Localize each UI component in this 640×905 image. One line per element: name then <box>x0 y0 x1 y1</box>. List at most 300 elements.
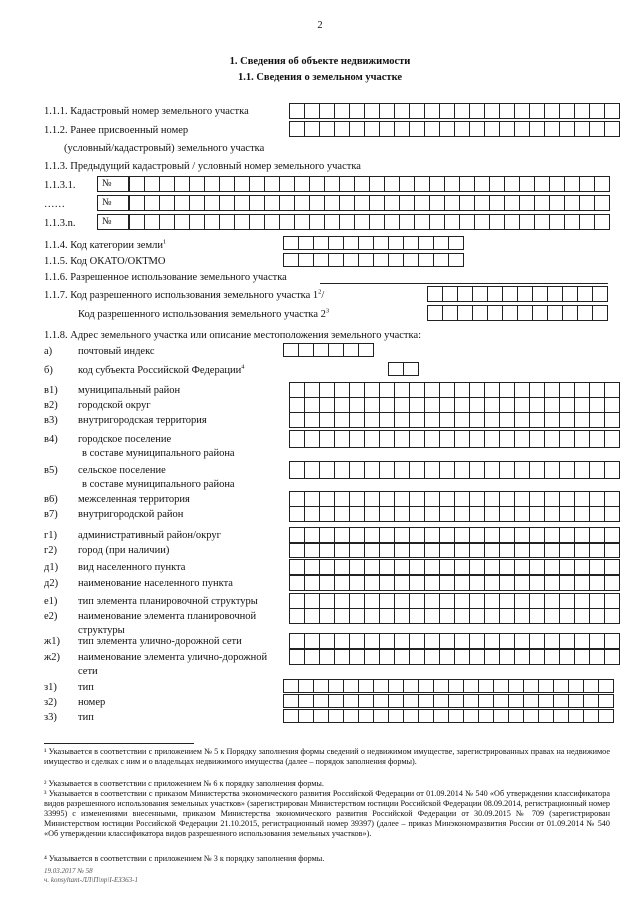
input-cell[interactable] <box>335 461 350 479</box>
input-cell[interactable] <box>455 382 470 398</box>
input-cell[interactable] <box>530 506 545 522</box>
input-cell[interactable] <box>340 214 355 230</box>
input-cell[interactable] <box>340 176 355 192</box>
input-cell[interactable] <box>500 575 515 591</box>
use-code-1-cells[interactable] <box>427 286 608 302</box>
input-cell[interactable] <box>595 214 610 230</box>
input-cell[interactable] <box>220 176 235 192</box>
input-cell[interactable] <box>515 542 530 558</box>
input-cell[interactable] <box>530 103 545 119</box>
cadastral-number-cells[interactable] <box>289 103 620 119</box>
input-cell[interactable] <box>320 608 335 624</box>
input-cell[interactable] <box>500 542 515 558</box>
input-cell[interactable] <box>590 103 605 119</box>
input-cell[interactable] <box>365 542 380 558</box>
input-cell[interactable] <box>515 430 530 448</box>
input-cell[interactable] <box>605 506 620 522</box>
input-cell[interactable] <box>160 195 175 211</box>
input-cell[interactable] <box>350 461 365 479</box>
input-cell[interactable] <box>445 214 460 230</box>
input-cell[interactable] <box>425 559 440 575</box>
input-cell[interactable] <box>265 176 280 192</box>
input-cell[interactable] <box>415 195 430 211</box>
input-cell[interactable] <box>425 397 440 413</box>
input-cell[interactable] <box>395 103 410 119</box>
input-cell[interactable] <box>400 214 415 230</box>
input-cell[interactable] <box>428 286 443 302</box>
input-cell[interactable] <box>325 214 340 230</box>
input-cell[interactable] <box>440 430 455 448</box>
input-cell[interactable] <box>335 121 350 137</box>
input-cell[interactable] <box>220 195 235 211</box>
input-cell[interactable] <box>500 382 515 398</box>
input-cell[interactable] <box>310 176 325 192</box>
input-cell[interactable] <box>449 709 464 723</box>
input-cell[interactable] <box>290 593 305 609</box>
input-cell[interactable] <box>220 214 235 230</box>
input-cell[interactable] <box>590 430 605 448</box>
input-cell[interactable] <box>335 593 350 609</box>
input-cell[interactable] <box>434 694 449 708</box>
input-cell[interactable] <box>560 649 575 665</box>
input-cell[interactable] <box>578 305 593 321</box>
input-cell[interactable] <box>370 214 385 230</box>
prior-number-2-cells[interactable] <box>129 195 610 211</box>
input-cell[interactable] <box>599 679 614 693</box>
input-cell[interactable] <box>440 103 455 119</box>
input-cell[interactable] <box>329 694 344 708</box>
input-cell[interactable] <box>445 195 460 211</box>
input-cell[interactable] <box>350 575 365 591</box>
input-cell[interactable] <box>505 176 520 192</box>
input-cell[interactable] <box>430 195 445 211</box>
input-cell[interactable] <box>380 649 395 665</box>
input-cell[interactable] <box>500 412 515 428</box>
input-cell[interactable] <box>560 461 575 479</box>
input-cell[interactable] <box>290 103 305 119</box>
input-cell[interactable] <box>560 559 575 575</box>
input-cell[interactable] <box>440 382 455 398</box>
input-cell[interactable] <box>395 461 410 479</box>
input-cell[interactable] <box>485 430 500 448</box>
input-cell[interactable] <box>425 575 440 591</box>
input-cell[interactable] <box>295 195 310 211</box>
input-cell[interactable] <box>320 430 335 448</box>
input-cell[interactable] <box>530 430 545 448</box>
input-cell[interactable] <box>490 195 505 211</box>
input-cell[interactable] <box>380 559 395 575</box>
input-cell[interactable] <box>428 305 443 321</box>
input-cell[interactable] <box>590 593 605 609</box>
input-cell[interactable] <box>400 195 415 211</box>
input-cell[interactable] <box>305 412 320 428</box>
input-cell[interactable] <box>395 121 410 137</box>
input-cell[interactable] <box>344 343 359 357</box>
input-cell[interactable] <box>545 121 560 137</box>
input-cell[interactable] <box>404 362 419 376</box>
input-cell[interactable] <box>299 709 314 723</box>
input-cell[interactable] <box>455 559 470 575</box>
input-cell[interactable] <box>250 214 265 230</box>
input-cell[interactable] <box>380 121 395 137</box>
input-cell[interactable] <box>470 103 485 119</box>
input-cell[interactable] <box>175 214 190 230</box>
address-cells[interactable] <box>289 593 620 609</box>
input-cell[interactable] <box>425 649 440 665</box>
input-cell[interactable] <box>365 649 380 665</box>
input-cell[interactable] <box>205 214 220 230</box>
input-cell[interactable] <box>395 430 410 448</box>
input-cell[interactable] <box>500 593 515 609</box>
input-cell[interactable] <box>325 195 340 211</box>
address-cells[interactable] <box>283 343 374 357</box>
input-cell[interactable] <box>560 633 575 649</box>
input-cell[interactable] <box>370 176 385 192</box>
input-cell[interactable] <box>410 382 425 398</box>
input-cell[interactable] <box>290 649 305 665</box>
input-cell[interactable] <box>359 679 374 693</box>
input-cell[interactable] <box>419 236 434 250</box>
input-cell[interactable] <box>305 633 320 649</box>
input-cell[interactable] <box>500 608 515 624</box>
input-cell[interactable] <box>374 709 389 723</box>
input-cell[interactable] <box>350 382 365 398</box>
input-cell[interactable] <box>190 195 205 211</box>
input-cell[interactable] <box>550 214 565 230</box>
input-cell[interactable] <box>605 575 620 591</box>
input-cell[interactable] <box>470 382 485 398</box>
input-cell[interactable] <box>455 506 470 522</box>
input-cell[interactable] <box>455 412 470 428</box>
input-cell[interactable] <box>545 461 560 479</box>
input-cell[interactable] <box>290 382 305 398</box>
input-cell[interactable] <box>320 412 335 428</box>
prior-number-1-cells[interactable] <box>129 176 610 192</box>
input-cell[interactable] <box>295 176 310 192</box>
input-cell[interactable] <box>290 559 305 575</box>
input-cell[interactable] <box>490 176 505 192</box>
input-cell[interactable] <box>365 461 380 479</box>
input-cell[interactable] <box>470 506 485 522</box>
input-cell[interactable] <box>605 491 620 507</box>
input-cell[interactable] <box>563 286 578 302</box>
input-cell[interactable] <box>380 103 395 119</box>
input-cell[interactable] <box>434 253 449 267</box>
input-cell[interactable] <box>425 542 440 558</box>
input-cell[interactable] <box>584 709 599 723</box>
input-cell[interactable] <box>410 608 425 624</box>
input-cell[interactable] <box>518 305 533 321</box>
input-cell[interactable] <box>130 195 145 211</box>
input-cell[interactable] <box>455 430 470 448</box>
input-cell[interactable] <box>494 694 509 708</box>
input-cell[interactable] <box>160 176 175 192</box>
input-cell[interactable] <box>440 542 455 558</box>
input-cell[interactable] <box>335 430 350 448</box>
input-cell[interactable] <box>569 709 584 723</box>
input-cell[interactable] <box>320 121 335 137</box>
input-cell[interactable] <box>470 649 485 665</box>
input-cell[interactable] <box>560 506 575 522</box>
input-cell[interactable] <box>320 559 335 575</box>
input-cell[interactable] <box>545 575 560 591</box>
input-cell[interactable] <box>518 286 533 302</box>
input-cell[interactable] <box>350 649 365 665</box>
input-cell[interactable] <box>335 542 350 558</box>
input-cell[interactable] <box>545 608 560 624</box>
input-cell[interactable] <box>440 593 455 609</box>
input-cell[interactable] <box>515 412 530 428</box>
input-cell[interactable] <box>404 679 419 693</box>
input-cell[interactable] <box>410 575 425 591</box>
input-cell[interactable] <box>205 195 220 211</box>
input-cell[interactable] <box>470 412 485 428</box>
input-cell[interactable] <box>145 195 160 211</box>
input-cell[interactable] <box>389 709 404 723</box>
input-cell[interactable] <box>485 397 500 413</box>
input-cell[interactable] <box>575 542 590 558</box>
input-cell[interactable] <box>380 412 395 428</box>
input-cell[interactable] <box>485 542 500 558</box>
input-cell[interactable] <box>175 176 190 192</box>
input-cell[interactable] <box>590 461 605 479</box>
input-cell[interactable] <box>295 214 310 230</box>
input-cell[interactable] <box>539 709 554 723</box>
input-cell[interactable] <box>530 121 545 137</box>
input-cell[interactable] <box>299 679 314 693</box>
input-cell[interactable] <box>284 253 299 267</box>
input-cell[interactable] <box>520 195 535 211</box>
input-cell[interactable] <box>470 491 485 507</box>
input-cell[interactable] <box>509 679 524 693</box>
input-cell[interactable] <box>590 412 605 428</box>
input-cell[interactable] <box>290 491 305 507</box>
address-cells[interactable] <box>289 575 620 591</box>
input-cell[interactable] <box>515 575 530 591</box>
input-cell[interactable] <box>320 491 335 507</box>
input-cell[interactable] <box>310 195 325 211</box>
input-cell[interactable] <box>280 176 295 192</box>
input-cell[interactable] <box>305 382 320 398</box>
input-cell[interactable] <box>320 103 335 119</box>
input-cell[interactable] <box>314 253 329 267</box>
input-cell[interactable] <box>395 397 410 413</box>
input-cell[interactable] <box>440 412 455 428</box>
input-cell[interactable] <box>575 461 590 479</box>
input-cell[interactable] <box>505 214 520 230</box>
input-cell[interactable] <box>485 649 500 665</box>
input-cell[interactable] <box>515 608 530 624</box>
address-cells[interactable] <box>289 430 620 448</box>
input-cell[interactable] <box>578 286 593 302</box>
input-cell[interactable] <box>605 382 620 398</box>
address-cells[interactable] <box>289 542 620 558</box>
address-cells[interactable] <box>283 694 614 708</box>
input-cell[interactable] <box>350 608 365 624</box>
input-cell[interactable] <box>530 593 545 609</box>
input-cell[interactable] <box>365 382 380 398</box>
input-cell[interactable] <box>365 397 380 413</box>
input-cell[interactable] <box>545 430 560 448</box>
input-cell[interactable] <box>250 176 265 192</box>
input-cell[interactable] <box>145 214 160 230</box>
input-cell[interactable] <box>569 694 584 708</box>
input-cell[interactable] <box>250 195 265 211</box>
input-cell[interactable] <box>404 236 419 250</box>
input-cell[interactable] <box>479 694 494 708</box>
input-cell[interactable] <box>305 430 320 448</box>
input-cell[interactable] <box>350 593 365 609</box>
input-cell[interactable] <box>545 649 560 665</box>
input-cell[interactable] <box>335 575 350 591</box>
input-cell[interactable] <box>325 176 340 192</box>
input-cell[interactable] <box>350 103 365 119</box>
input-cell[interactable] <box>430 214 445 230</box>
input-cell[interactable] <box>539 694 554 708</box>
input-cell[interactable] <box>305 593 320 609</box>
input-cell[interactable] <box>365 593 380 609</box>
input-cell[interactable] <box>410 491 425 507</box>
input-cell[interactable] <box>590 506 605 522</box>
input-cell[interactable] <box>389 253 404 267</box>
input-cell[interactable] <box>605 430 620 448</box>
input-cell[interactable] <box>440 649 455 665</box>
input-cell[interactable] <box>355 195 370 211</box>
input-cell[interactable] <box>350 430 365 448</box>
input-cell[interactable] <box>305 575 320 591</box>
input-cell[interactable] <box>235 214 250 230</box>
input-cell[interactable] <box>415 176 430 192</box>
input-cell[interactable] <box>455 633 470 649</box>
input-cell[interactable] <box>305 461 320 479</box>
input-cell[interactable] <box>305 649 320 665</box>
address-cells[interactable] <box>289 633 620 649</box>
input-cell[interactable] <box>344 679 359 693</box>
input-cell[interactable] <box>445 176 460 192</box>
input-cell[interactable] <box>605 461 620 479</box>
input-cell[interactable] <box>605 633 620 649</box>
input-cell[interactable] <box>590 121 605 137</box>
input-cell[interactable] <box>554 694 569 708</box>
input-cell[interactable] <box>385 214 400 230</box>
input-cell[interactable] <box>365 506 380 522</box>
input-cell[interactable] <box>380 461 395 479</box>
input-cell[interactable] <box>500 633 515 649</box>
input-cell[interactable] <box>455 542 470 558</box>
input-cell[interactable] <box>440 491 455 507</box>
input-cell[interactable] <box>605 608 620 624</box>
previous-number-cells[interactable] <box>289 121 620 137</box>
input-cell[interactable] <box>565 176 580 192</box>
input-cell[interactable] <box>575 608 590 624</box>
input-cell[interactable] <box>290 412 305 428</box>
input-cell[interactable] <box>575 506 590 522</box>
input-cell[interactable] <box>509 694 524 708</box>
prior-number-n-cells[interactable] <box>129 214 610 230</box>
input-cell[interactable] <box>130 214 145 230</box>
input-cell[interactable] <box>370 195 385 211</box>
input-cell[interactable] <box>485 608 500 624</box>
input-cell[interactable] <box>509 709 524 723</box>
input-cell[interactable] <box>535 176 550 192</box>
address-cells[interactable] <box>289 649 620 665</box>
input-cell[interactable] <box>590 649 605 665</box>
input-cell[interactable] <box>590 575 605 591</box>
input-cell[interactable] <box>440 461 455 479</box>
input-cell[interactable] <box>359 236 374 250</box>
input-cell[interactable] <box>335 506 350 522</box>
input-cell[interactable] <box>590 559 605 575</box>
input-cell[interactable] <box>593 286 608 302</box>
input-cell[interactable] <box>395 608 410 624</box>
input-cell[interactable] <box>359 253 374 267</box>
input-cell[interactable] <box>410 461 425 479</box>
input-cell[interactable] <box>530 461 545 479</box>
input-cell[interactable] <box>560 103 575 119</box>
input-cell[interactable] <box>593 305 608 321</box>
input-cell[interactable] <box>530 397 545 413</box>
input-cell[interactable] <box>265 214 280 230</box>
input-cell[interactable] <box>590 608 605 624</box>
input-cell[interactable] <box>305 506 320 522</box>
input-cell[interactable] <box>425 461 440 479</box>
input-cell[interactable] <box>365 121 380 137</box>
input-cell[interactable] <box>475 214 490 230</box>
input-cell[interactable] <box>350 121 365 137</box>
input-cell[interactable] <box>290 608 305 624</box>
input-cell[interactable] <box>329 253 344 267</box>
input-cell[interactable] <box>470 542 485 558</box>
input-cell[interactable] <box>470 593 485 609</box>
input-cell[interactable] <box>455 575 470 591</box>
input-cell[interactable] <box>515 593 530 609</box>
input-cell[interactable] <box>524 679 539 693</box>
input-cell[interactable] <box>320 506 335 522</box>
input-cell[interactable] <box>530 608 545 624</box>
input-cell[interactable] <box>425 633 440 649</box>
address-cells[interactable] <box>289 412 620 428</box>
input-cell[interactable] <box>455 103 470 119</box>
input-cell[interactable] <box>350 506 365 522</box>
input-cell[interactable] <box>400 176 415 192</box>
input-cell[interactable] <box>440 633 455 649</box>
input-cell[interactable] <box>344 709 359 723</box>
input-cell[interactable] <box>440 121 455 137</box>
input-cell[interactable] <box>280 214 295 230</box>
input-cell[interactable] <box>545 397 560 413</box>
input-cell[interactable] <box>590 491 605 507</box>
input-cell[interactable] <box>505 195 520 211</box>
input-cell[interactable] <box>365 430 380 448</box>
input-cell[interactable] <box>605 542 620 558</box>
input-cell[interactable] <box>389 236 404 250</box>
input-cell[interactable] <box>410 542 425 558</box>
input-cell[interactable] <box>434 679 449 693</box>
input-cell[interactable] <box>425 412 440 428</box>
input-cell[interactable] <box>355 176 370 192</box>
input-cell[interactable] <box>404 253 419 267</box>
input-cell[interactable] <box>520 214 535 230</box>
input-cell[interactable] <box>590 542 605 558</box>
input-cell[interactable] <box>265 195 280 211</box>
okato-oktmo-cells[interactable] <box>283 253 464 267</box>
input-cell[interactable] <box>590 397 605 413</box>
input-cell[interactable] <box>515 103 530 119</box>
input-cell[interactable] <box>560 542 575 558</box>
input-cell[interactable] <box>485 121 500 137</box>
input-cell[interactable] <box>535 195 550 211</box>
input-cell[interactable] <box>380 633 395 649</box>
